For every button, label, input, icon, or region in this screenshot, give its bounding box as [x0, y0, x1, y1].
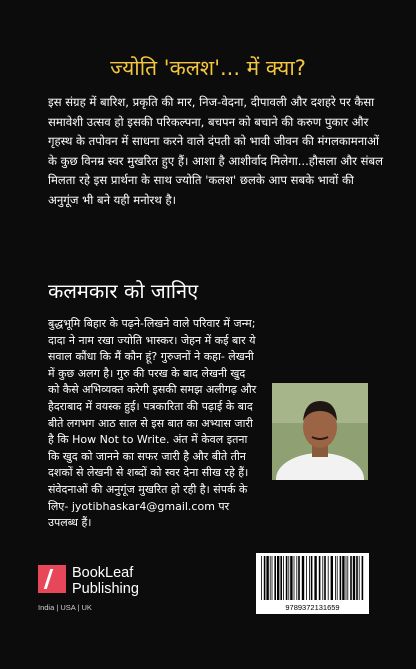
barcode-bar: [280, 556, 282, 600]
barcode-bar: [270, 556, 271, 600]
barcode-bar: [353, 556, 355, 600]
barcode-bar: [277, 556, 279, 600]
barcode-bar: [342, 556, 344, 600]
barcode-bar: [347, 556, 348, 600]
barcode-bar: [331, 556, 333, 600]
barcode-bar: [290, 556, 292, 600]
barcode-bar: [288, 556, 289, 600]
barcode-bar: [356, 556, 358, 600]
barcode-bar: [322, 556, 323, 600]
barcode-bar: [335, 556, 336, 600]
author-bio: बुद्धभूमि बिहार के पढ़ने-लिखने वाले परिवार में जन्म; दादा ने नाम रखा ज्योति भास्कर। जेहन में कई बार ये सवाल कौंधा कि मैं कौन हूं? गुरुजनों ने कहा- लेखनी में कुछ अलग है। गुरु की परख के बाद लेखनी खुद को कैसे अभिव्यक्त करेगी इसकी समझ अलीगढ़ और हैदराबाद में वयस्क हुई। पत्रकारिता की पढ़ाई के बाद बीते लगभग आठ साल से इस बात का अभ्यास जारी है कि How Not to Write. अंत में केवल इतना कि खुद को जानने का सफर जारी है और बीते तीन दशकों से लेखनी से शब्दों को स्वर देना सीख रहे हैं। संवेदनाओं की अनुगूंज मुखरित हो रही है। संपर्क के लिए- jyotibhaskar4@gmail.com पर उपलब्ध हैं।: [48, 317, 257, 530]
barcode-bar: [324, 556, 326, 600]
barcode-bar: [264, 556, 266, 600]
isbn-number: 9789372131659: [285, 603, 340, 612]
barcode-bar: [302, 556, 304, 600]
barcode-bar: [346, 556, 347, 600]
barcode-bar: [274, 556, 276, 600]
isbn-barcode: [256, 553, 369, 614]
publisher-name-line2: Publishing: [72, 581, 139, 597]
barcode-bar: [283, 556, 284, 600]
barcode-bar: [350, 556, 352, 600]
barcode-bar: [309, 556, 310, 600]
publisher-regions: India | USA | UK: [38, 603, 92, 612]
barcode-bar: [328, 556, 329, 600]
barcode-bar: [337, 556, 338, 600]
author-photo: [272, 383, 368, 480]
barcode-bar: [294, 556, 295, 600]
publisher-name-line1: BookLeaf: [72, 565, 134, 581]
barcode-bar: [306, 556, 307, 600]
barcode-bar: [362, 556, 364, 600]
barcode-bar: [314, 556, 316, 600]
barcode-bar: [311, 556, 313, 600]
barcode-bar: [319, 556, 321, 600]
publisher-name: [72, 565, 139, 597]
barcode-bar: [266, 556, 268, 600]
barcode-bar: [261, 556, 262, 600]
barcode-bar: [272, 556, 273, 600]
barcode-bar: [296, 556, 297, 600]
book-question-title: ज्योति 'कलश'... में क्या?: [110, 56, 306, 80]
barcode-bar: [359, 556, 360, 600]
intro-paragraph: इस संग्रह में बारिश, प्रकृति की मार, निज-वेदना, दीपावली और दशहरे पर कैसा समावेशी उत्सव हो इसकी परिकल्पना, बचपन को बचाने की करुण पुकार और गृहस्थ के तपोवन में साधना करने वाले दंपती को भावी जीवन की मंगलकामनाओं के कुछ विनम्र स्वर मुखरित हुए हैं। आशा है आशीर्वाद मिलेगा...हौसला और संबल मिलता रहे इस प्रार्थना के साथ ज्योति 'कलश' छलके आप सबके भावों की अनुगूंज भी बने यही मनोरथ है।: [48, 95, 383, 207]
bookleaf-logo-icon: [38, 565, 66, 593]
barcode-bar: [298, 556, 300, 600]
barcode-bar: [286, 556, 288, 600]
barcode-bar: [340, 556, 342, 600]
author-heading: कलमकार को जानिए: [48, 279, 199, 303]
